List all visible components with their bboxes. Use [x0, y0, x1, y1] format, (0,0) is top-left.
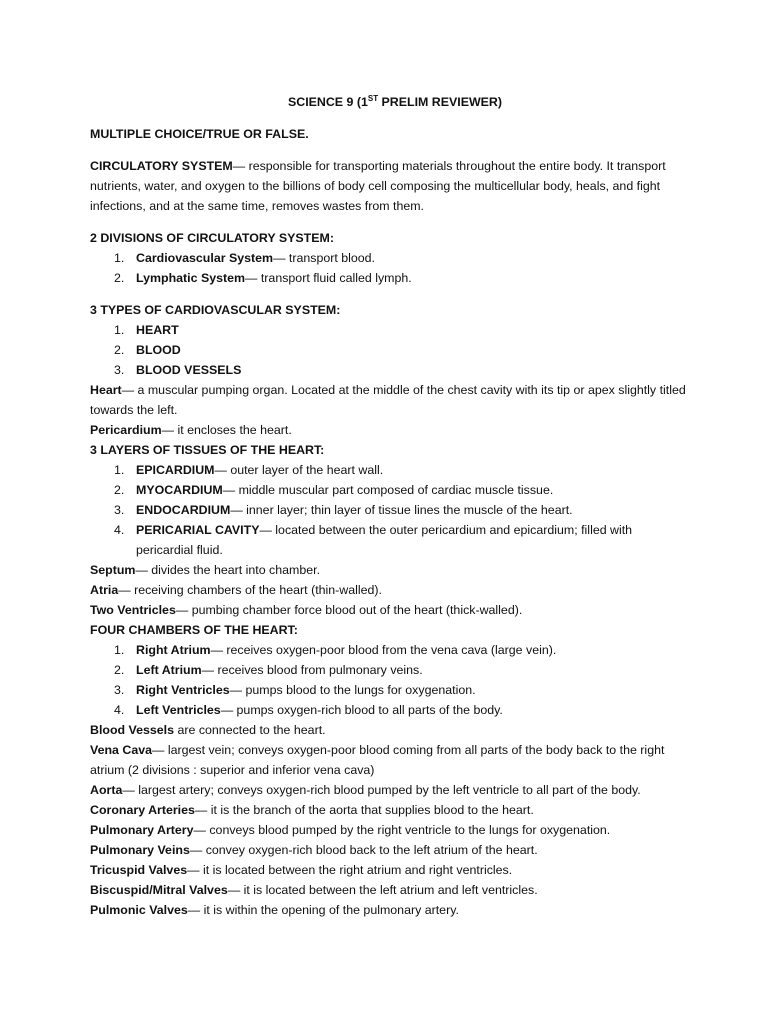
list-term: Right Atrium — [136, 643, 211, 657]
definition-line — [90, 780, 690, 800]
definition-term: Septum — [90, 563, 136, 577]
definition-text: — conveys blood pumped by the right ventricle to the lungs for oxygenation. — [193, 823, 611, 837]
list-number: 1. — [114, 463, 125, 477]
definition-term: Vena Cava — [90, 743, 152, 757]
list-number: 2. — [114, 483, 125, 497]
list-text: — inner layer; thin layer of tissue lines the muscle of the heart. — [230, 503, 573, 517]
divisions-list — [90, 248, 690, 288]
list-term: MYOCARDIUM — [136, 483, 223, 497]
list-text: — receives blood from pulmonary veins. — [201, 663, 423, 677]
list-item — [90, 360, 690, 380]
list-term: Left Atrium — [136, 663, 202, 677]
definition-text: — it encloses the heart. — [161, 423, 292, 437]
definition-text: — divides the heart into chamber. — [135, 563, 321, 577]
divisions-heading: 2 DIVISIONS OF CIRCULATORY SYSTEM: — [90, 231, 334, 245]
list-number: 1. — [114, 251, 125, 265]
definition-line — [90, 860, 690, 880]
document-title — [90, 92, 690, 112]
definition-text: — responsible for transporting materials throughout the entire body. It transport nutrients, water, and oxygen to the billions of body cell composing the multicellular body, heals, and fight infections, and at the same time, removes wastes from them. — [90, 159, 666, 213]
list-number: 3. — [114, 503, 125, 517]
definition-term: Pulmonic Valves — [90, 903, 188, 917]
list-number: 4. — [114, 523, 125, 537]
definition-text: are connected to the heart. — [174, 723, 326, 737]
definition-text: — it is within the opening of the pulmonary artery. — [187, 903, 459, 917]
definition-term: Aorta — [90, 783, 123, 797]
list-term: EPICARDIUM — [136, 463, 215, 477]
title-superscript: ST — [367, 94, 379, 103]
list-item — [90, 320, 690, 340]
definition-text: — largest vein; conveys oxygen-poor blood coming from all parts of the body back to the right atrium (2 divisions : superior and inferior vena cava) — [90, 743, 665, 777]
definition-text: — largest artery; conveys oxygen-rich blood pumped by the left ventricle to all part of the body. — [122, 783, 641, 797]
list-item — [90, 480, 690, 500]
list-term: Right Ventricles — [136, 683, 230, 697]
ventricles-definition — [90, 600, 690, 620]
layers-list — [90, 460, 690, 560]
definition-text: — a muscular pumping organ. Located at the middle of the chest cavity with its tip or apex slightly titled towards the left. — [90, 383, 686, 417]
definition-line — [90, 900, 690, 920]
list-item — [90, 640, 690, 660]
definition-text: — convey oxygen-rich blood back to the left atrium of the heart. — [189, 843, 538, 857]
definition-text: — it is located between the right atrium and right ventricles. — [187, 863, 513, 877]
list-item — [90, 500, 690, 520]
section-subtitle: MULTIPLE CHOICE/TRUE OR FALSE. — [90, 127, 309, 141]
list-item — [90, 520, 690, 560]
definition-line — [90, 720, 690, 740]
chambers-list — [90, 640, 690, 720]
definition-term: Tricuspid Valves — [90, 863, 188, 877]
definition-term: Blood Vessels — [90, 723, 175, 737]
list-text: — pumps blood to the lungs for oxygenation. — [229, 683, 476, 697]
list-item — [90, 268, 690, 288]
list-item — [90, 700, 690, 720]
definition-term: Coronary Arteries — [90, 803, 195, 817]
list-item — [90, 660, 690, 680]
list-term: Left Ventricles — [136, 703, 221, 717]
list-text: — receives oxygen-poor blood from the vena cava (large vein). — [210, 643, 557, 657]
heart-definition — [90, 380, 690, 420]
definition-text: — it is located between the left atrium and left ventricles. — [227, 883, 538, 897]
list-text: — outer layer of the heart wall. — [214, 463, 384, 477]
definition-line — [90, 740, 690, 780]
list-number: 2. — [114, 271, 125, 285]
layers-heading: 3 LAYERS OF TISSUES OF THE HEART: — [90, 443, 325, 457]
types-list — [90, 320, 690, 380]
list-term: ENDOCARDIUM — [136, 503, 231, 517]
types-heading: 3 TYPES OF CARDIOVASCULAR SYSTEM: — [90, 303, 341, 317]
list-number: 2. — [114, 343, 125, 357]
list-item — [90, 460, 690, 480]
list-item — [90, 680, 690, 700]
definition-line — [90, 800, 690, 820]
list-term: Cardiovascular System — [136, 251, 274, 265]
definition-line — [90, 820, 690, 840]
list-term: Lymphatic System — [136, 271, 246, 285]
definition-term: Atria — [90, 583, 119, 597]
list-term: BLOOD — [136, 343, 181, 357]
title-text-rest: PRELIM REVIEWER) — [378, 95, 503, 109]
list-number: 1. — [114, 643, 125, 657]
definition-term: Pericardium — [90, 423, 162, 437]
definition-line — [90, 880, 690, 900]
list-text: — pumps oxygen-rich blood to all parts of the body. — [220, 703, 503, 717]
list-text: — middle muscular part composed of cardiac muscle tissue. — [222, 483, 554, 497]
list-text: — transport fluid called lymph. — [245, 271, 412, 285]
definition-term: Two Ventricles — [90, 603, 176, 617]
definition-term: Heart — [90, 383, 122, 397]
definition-term: Pulmonary Veins — [90, 843, 190, 857]
circulatory-definition — [90, 156, 690, 216]
list-text: — transport blood. — [273, 251, 375, 265]
title-text: SCIENCE 9 (1 — [287, 95, 368, 109]
list-number: 4. — [114, 703, 125, 717]
list-item — [90, 248, 690, 268]
list-term: BLOOD VESSELS — [136, 363, 242, 377]
document-content — [90, 92, 690, 920]
definition-term: CIRCULATORY SYSTEM — [90, 159, 233, 173]
chambers-heading: FOUR CHAMBERS OF THE HEART: — [90, 623, 298, 637]
list-item — [90, 340, 690, 360]
list-term: PERICARIAL CAVITY — [136, 523, 260, 537]
atria-definition — [90, 580, 690, 600]
list-text: — located between the outer pericardium and epicardium; filled with pericardial fluid. — [136, 523, 633, 557]
definition-line — [90, 840, 690, 860]
list-number: 1. — [114, 323, 125, 337]
definition-term: Pulmonary Artery — [90, 823, 194, 837]
definition-text: — pumbing chamber force blood out of the heart (thick-walled). — [175, 603, 523, 617]
pericardium-definition — [90, 420, 690, 440]
definition-text: — receiving chambers of the heart (thin-walled). — [118, 583, 382, 597]
list-number: 3. — [114, 363, 125, 377]
list-number: 3. — [114, 683, 125, 697]
septum-definition — [90, 560, 690, 580]
definition-term: Biscuspid/Mitral Valves — [90, 883, 228, 897]
list-term: HEART — [136, 323, 179, 337]
list-number: 2. — [114, 663, 125, 677]
definition-text: — it is the branch of the aorta that supplies blood to the heart. — [194, 803, 534, 817]
